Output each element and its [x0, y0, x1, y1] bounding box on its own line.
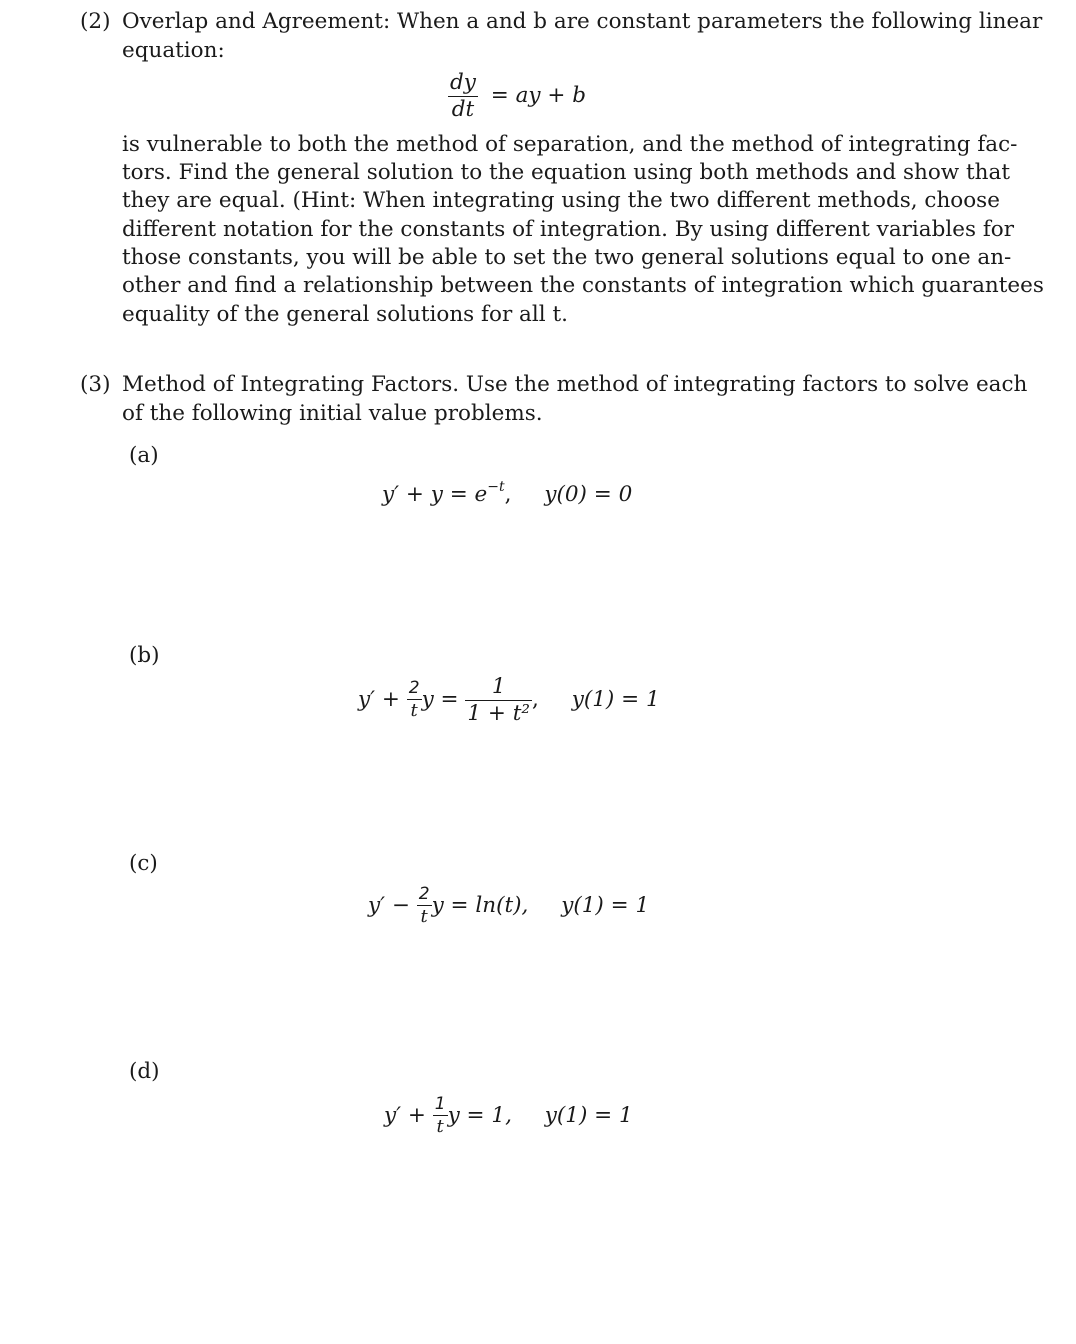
problem-2-body-line: they are equal. (Hint: When integrating using the two different methods, choose [122, 188, 1000, 213]
fraction-denominator: dt [448, 96, 478, 121]
part-a-lhs: y′ + y = e [382, 482, 488, 508]
problem-2-equation [448, 72, 586, 120]
part-c-initial-condition: y(1) = 1 [561, 893, 650, 918]
problem-2-body-line: tors. Find the general solution to the equation using both methods and show that [122, 160, 1010, 185]
part-b-lhs-start: y′ + [358, 687, 400, 712]
part-c-lhs-end: y = ln(t), [431, 893, 529, 918]
problem-3-title-line1: Method of Integrating Factors. Use the method of integrating factors to solve each [122, 372, 1028, 397]
part-a-exponent: −t [487, 479, 505, 495]
part-d-lhs-end: y = 1, [447, 1103, 512, 1128]
fraction-numerator: 2 [418, 884, 430, 904]
dy-dt-fraction [448, 72, 478, 120]
fraction-denominator: t [407, 699, 422, 720]
problem-2-label: (2) [80, 9, 111, 34]
problem-3-label: (3) [80, 372, 111, 397]
part-a-comma: , [504, 482, 512, 508]
part-a-equation [382, 481, 632, 507]
part-c-lhs-start: y′ − [368, 893, 410, 918]
fraction-denominator: t [417, 905, 432, 926]
fraction-denominator: t [433, 1115, 448, 1136]
part-b-initial-condition: y(1) = 1 [571, 687, 660, 712]
part-a-initial-condition: y(0) = 0 [544, 482, 633, 508]
problem-2-body-line: other and find a relationship between the constants of integration which guarantees [122, 273, 1044, 298]
part-b-lhs-end: y = [421, 687, 459, 712]
problem-3-title-line2: of the following initial value problems. [122, 401, 543, 426]
problem-2-body-line: those constants, you will be able to set the two general solutions equal to one an- [122, 245, 1012, 270]
part-a-label: (a) [129, 443, 159, 468]
problem-2-body-line: different notation for the constants of integration. By using different variables for [122, 217, 1015, 242]
equation-rhs: = ay + b [490, 83, 587, 108]
fraction-denominator: 1 + t² [467, 700, 531, 726]
problem-2-body-line: is vulnerable to both the method of separation, and the method of integrating fac- [122, 132, 1018, 157]
part-b-rhs-fraction [465, 676, 532, 724]
part-b-equation [358, 676, 660, 724]
part-d-initial-condition: y(1) = 1 [544, 1103, 633, 1128]
problem-2-body-line: equality of the general solutions for all t. [122, 302, 568, 327]
part-b-comma: , [532, 687, 539, 712]
part-d-lhs-start: y′ + [384, 1103, 426, 1128]
part-d-label: (d) [129, 1059, 160, 1084]
fraction-numerator: 1 [434, 1094, 446, 1114]
fraction-numerator: dy [450, 70, 476, 95]
fraction-numerator: 1 [491, 674, 506, 699]
part-b-coefficient-fraction [407, 680, 422, 720]
part-c-equation [368, 886, 649, 926]
part-b-label: (b) [129, 643, 160, 668]
part-c-coefficient-fraction [417, 886, 432, 926]
part-d-coefficient-fraction [433, 1096, 448, 1136]
part-d-equation [384, 1096, 633, 1136]
problem-2-title-line2: equation: [122, 38, 225, 63]
fraction-numerator: 2 [408, 678, 420, 698]
part-c-label: (c) [129, 851, 158, 876]
problem-2-title-line1: Overlap and Agreement: When a and b are constant parameters the following linear [122, 9, 1043, 34]
